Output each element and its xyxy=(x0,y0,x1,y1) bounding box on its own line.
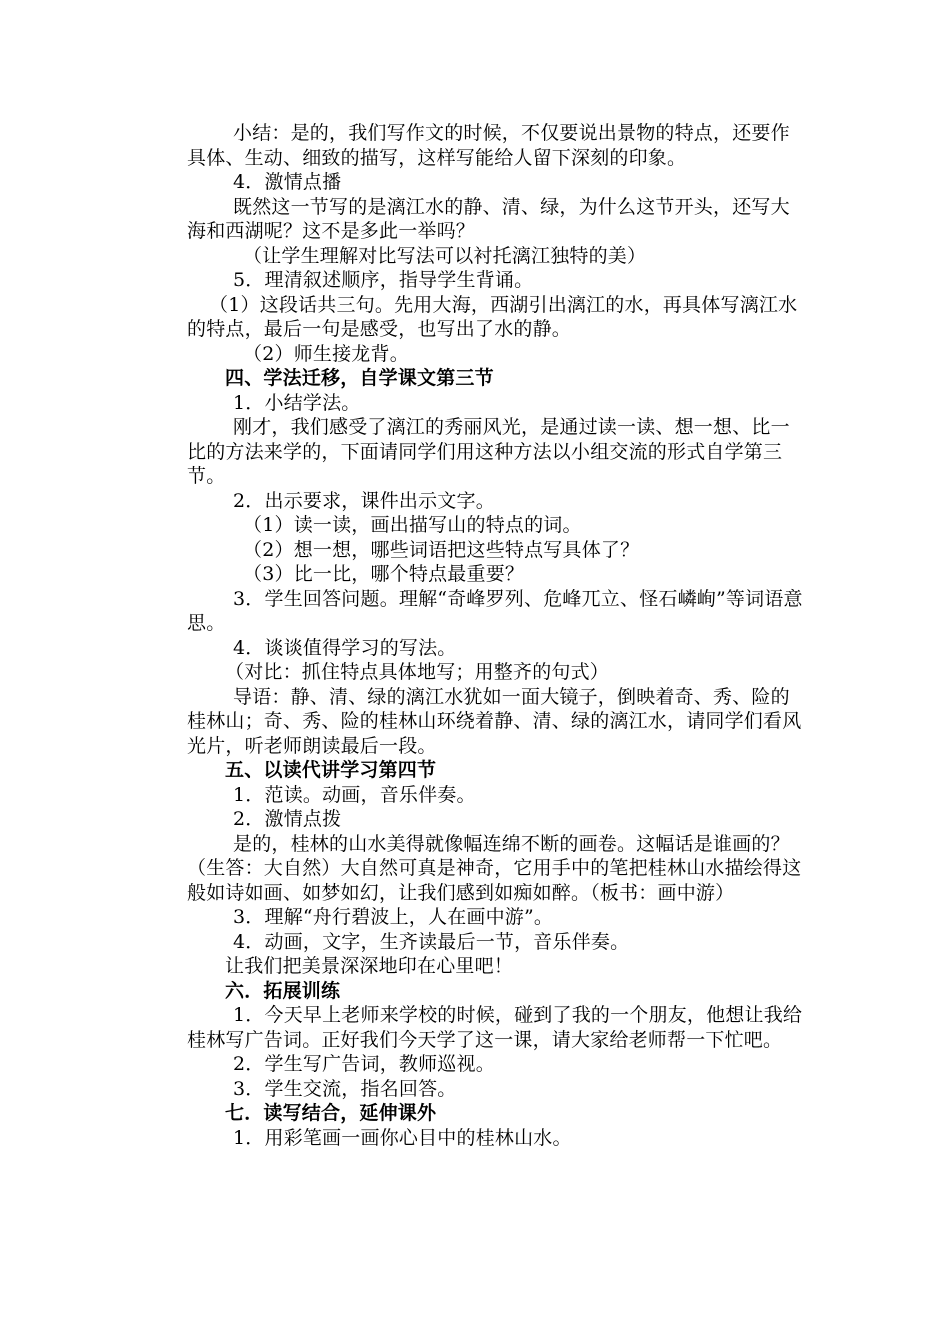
paragraph-sub-1: （1）这段话共三句。先用大海，西湖引出漓江的水，再具体写漓江水的特点，最后一句是感受，也写出了水的静。 xyxy=(187,293,798,340)
paragraph-method-text: 刚才，我们感受了漓江的秀丽风光，是通过读一读、想一想、比一比的方法来学的，下面请同学们用这种方法以小组交流的形式自学第三节。 xyxy=(187,416,790,487)
paragraph-write-advert: 2．学生写广告词，教师巡视。 xyxy=(233,1053,495,1075)
section-heading-4: 四、学法迁移，自学课文第三节 xyxy=(225,367,494,389)
paragraph-draw: 1．用彩笔画一画你心目中的桂林山水。 xyxy=(233,1126,572,1149)
paragraph-req-1: （1）读一读，画出描写山的特点的词。 xyxy=(243,514,582,536)
paragraph-step-4: 4．激情点播 xyxy=(233,171,342,193)
paragraph-answer: 3．学生回答问题。理解“奇峰罗列、危峰兀立、怪石嶙峋”等词语意思。 xyxy=(187,587,803,634)
paragraph-note-contrast: （让学生理解对比写法可以衬托漓江独特的美） xyxy=(243,244,647,267)
section-heading-6: 六．拓展训练 xyxy=(225,979,341,1002)
paragraph-summary: 小结：是的，我们写作文的时候，不仅要说出景物的特点，还要作具体、生动、细致的描写，这样写能给人留下深刻的印象。 xyxy=(187,122,790,169)
paragraph-method-summary: 1．小结学法。 xyxy=(233,391,361,414)
paragraph-contrast-note: （对比：抓住特点具体地写；用整齐的句式） xyxy=(225,661,610,683)
paragraph-remember: 让我们把美景深深地印在心里吧！ xyxy=(225,955,514,977)
paragraph-read-together: 4．动画，文字，生齐读最后一节，音乐伴奏。 xyxy=(233,930,630,953)
paragraph-guide: 导语：静、清、绿的漓江水犹如一面大镜子，倒映着奇、秀、险的桂林山；奇、秀、险的桂林山环绕着静、清、绿的漓江水，请同学们看风光片，听老师朗读最后一段。 xyxy=(187,685,802,757)
section-heading-5: 五、以读代讲学习第四节 xyxy=(225,759,437,781)
paragraph-req-3: （3）比一比，哪个特点最重要？ xyxy=(243,563,525,585)
paragraph-inspire: 2．激情点拨 xyxy=(233,808,342,830)
paragraph-model-reading: 1．范读。动画，音乐伴奏。 xyxy=(233,783,476,806)
paragraph-nature: 是的，桂林的山水美得就像幅连绵不断的画卷。这幅话是谁画的？（生答：大自然）大自然可真是神奇，它用手中的笔把桂林山水描绘得这般如诗如画、如梦如幻，让我们感到如痴如醉。（板书：画中游） xyxy=(187,832,802,904)
paragraph-sub-2: （2）师生接龙背。 xyxy=(243,342,409,365)
paragraph-requirements: 2．出示要求，课件出示文字。 xyxy=(233,489,495,512)
paragraph-req-2: （2）想一想，哪些词语把这些特点写具体了？ xyxy=(243,538,640,561)
section-heading-7: 七．读写结合，延伸课外 xyxy=(225,1102,437,1124)
paragraph-step-5: 5．理清叙述顺序，指导学生背诵。 xyxy=(233,269,534,291)
paragraph-exchange: 3．学生交流，指名回答。 xyxy=(233,1077,457,1100)
paragraph-question: 既然这一节写的是漓江水的静、清、绿，为什么这节开头，还写大海和西湖呢？这不是多此一举吗？ xyxy=(187,195,790,242)
paragraph-advert: 1．今天早上老师来学校的时候，碰到了我的一个朋友，他想让我给桂林写广告词。正好我们今天学了这一课，请大家给老师帮一下忙吧。 xyxy=(187,1004,803,1051)
paragraph-understand: 3．理解“舟行碧波上，人在画中游”。 xyxy=(233,906,554,928)
document-body xyxy=(187,121,807,1150)
paragraph-writing-methods: 4．谈谈值得学习的写法。 xyxy=(233,636,457,659)
